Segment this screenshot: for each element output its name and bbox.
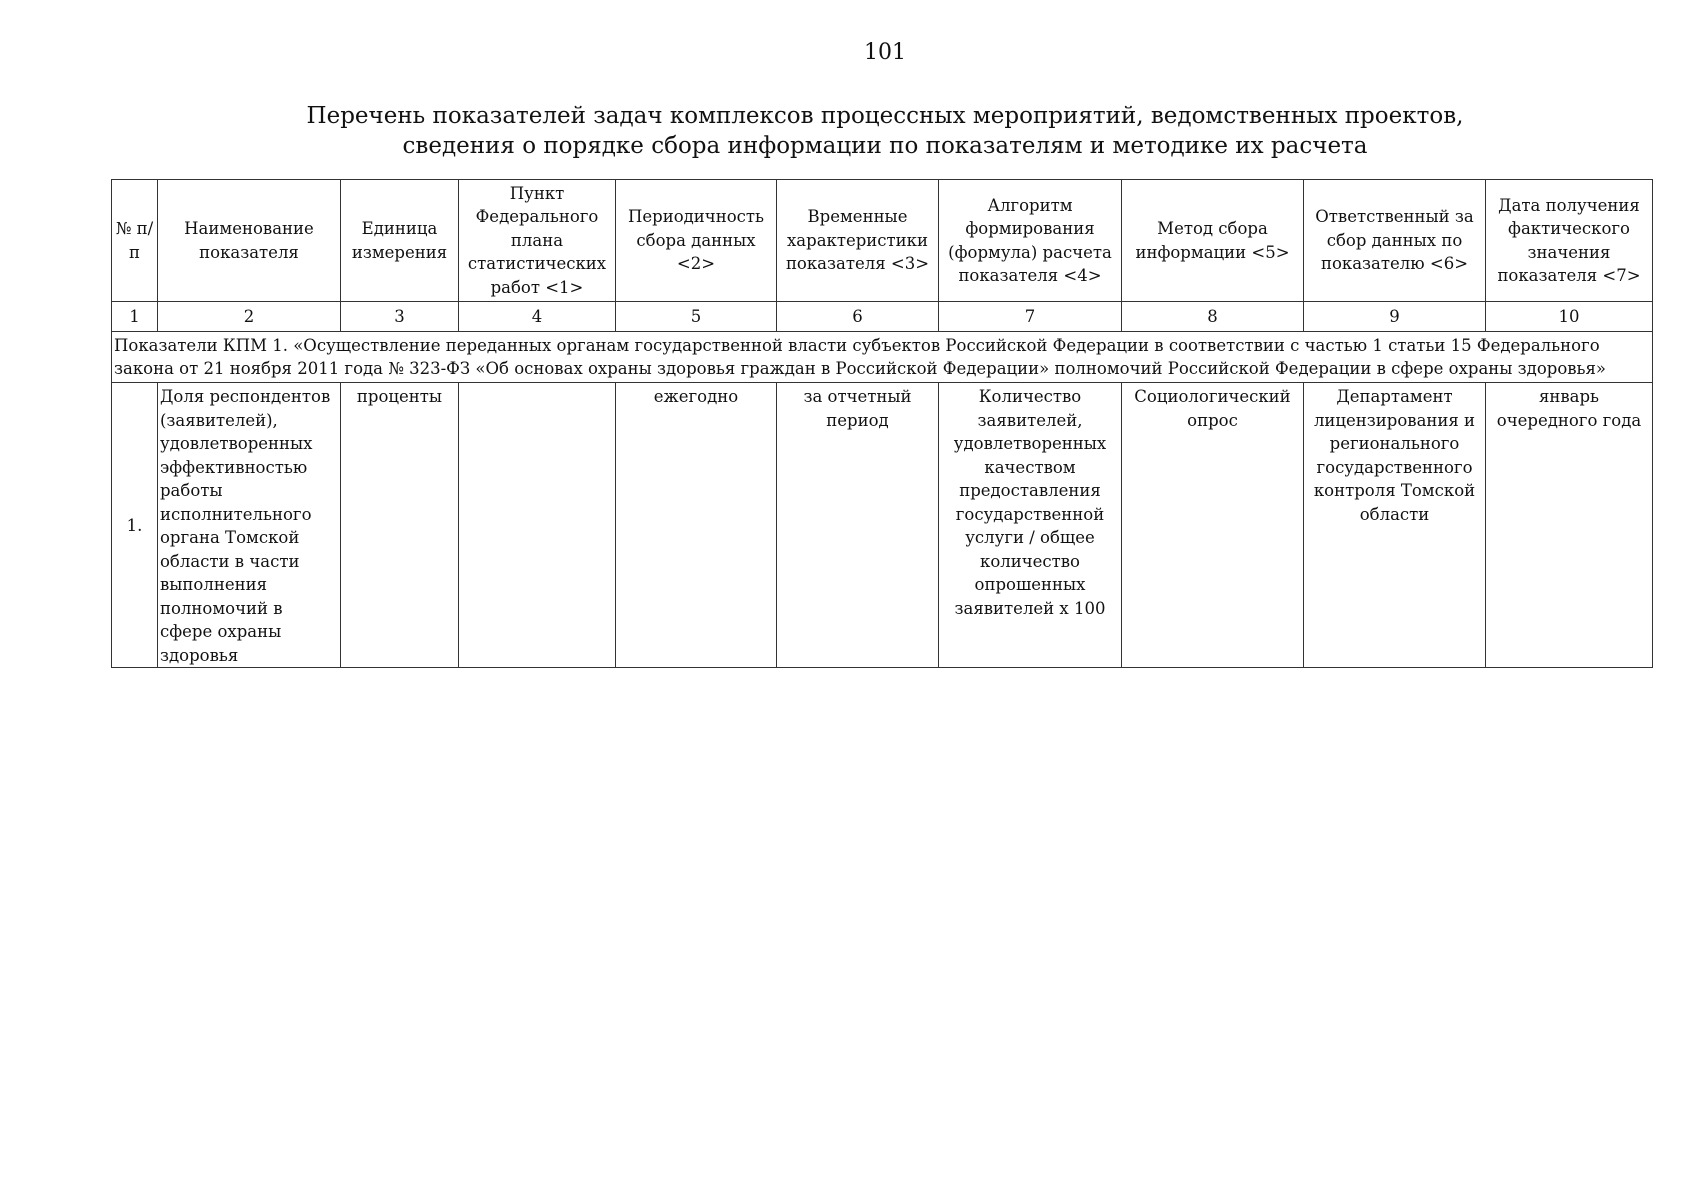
actual-value-date: январь очередного года bbox=[1486, 383, 1653, 668]
unit-of-measure: проценты bbox=[341, 383, 459, 668]
column-header: Метод сбора информации <5> bbox=[1122, 180, 1304, 302]
column-header: Ответственный за сбор данных по показателю <6> bbox=[1304, 180, 1486, 302]
column-header: Единица измерения bbox=[341, 180, 459, 302]
column-number: 5 bbox=[616, 302, 777, 332]
table-header-row bbox=[112, 180, 1653, 302]
indicators-table bbox=[111, 179, 1653, 668]
section-title: Показатели КПМ 1. «Осуществление переданных органам государственной власти субъектов Российской Федерации в соответствии с частью 1 статьи 15 Федерального закона от 21 ноября 2011 года № 323-ФЗ «Об основах охраны здоровья граждан в Российской Федерации» полномочий Российской Федерации в сфере охраны здоровья» bbox=[112, 332, 1653, 383]
plan-item bbox=[459, 383, 616, 668]
column-header: Дата получения фактического значения показателя <7> bbox=[1486, 180, 1653, 302]
table-row bbox=[112, 383, 1653, 668]
row-number: 1. bbox=[112, 383, 158, 668]
column-number-row bbox=[112, 302, 1653, 332]
collection-method: Социологический опрос bbox=[1122, 383, 1304, 668]
column-number: 4 bbox=[459, 302, 616, 332]
column-number: 3 bbox=[341, 302, 459, 332]
column-number: 6 bbox=[777, 302, 939, 332]
indicator-name: Доля респондентов (заявителей), удовлетворенных эффективностью работы исполнительного органа Томской области в части выполнения полномочий в сфере охраны здоровья bbox=[158, 383, 341, 668]
responsible-party: Департамент лицензирования и регионального государственного контроля Томской области bbox=[1304, 383, 1486, 668]
title-line-2: сведения о порядке сбора информации по показателям и методике их расчета bbox=[402, 133, 1368, 159]
column-number: 8 bbox=[1122, 302, 1304, 332]
column-header: № п/п bbox=[112, 180, 158, 302]
time-characteristics: за отчетный период bbox=[777, 383, 939, 668]
column-number: 1 bbox=[112, 302, 158, 332]
page-number: 101 bbox=[864, 40, 906, 65]
column-number: 2 bbox=[158, 302, 341, 332]
column-number: 9 bbox=[1304, 302, 1486, 332]
column-header: Алгоритм формирования (формула) расчета показателя <4> bbox=[939, 180, 1122, 302]
title-line-1: Перечень показателей задач комплексов процессных мероприятий, ведомственных проектов, bbox=[306, 103, 1464, 129]
column-number: 10 bbox=[1486, 302, 1653, 332]
column-header: Временные характеристики показателя <3> bbox=[777, 180, 939, 302]
column-header: Пункт Федерального плана статистических работ <1> bbox=[459, 180, 616, 302]
column-header: Периодичность сбора данных <2> bbox=[616, 180, 777, 302]
column-number: 7 bbox=[939, 302, 1122, 332]
column-header: Наименование показателя bbox=[158, 180, 341, 302]
document-title bbox=[0, 101, 1698, 161]
section-row bbox=[112, 332, 1653, 383]
calculation-algorithm: Количество заявителей, удовлетворенных качеством предоставления государственной услуги / общее количество опрошенных заявителей x 100 bbox=[939, 383, 1122, 668]
periodicity: ежегодно bbox=[616, 383, 777, 668]
